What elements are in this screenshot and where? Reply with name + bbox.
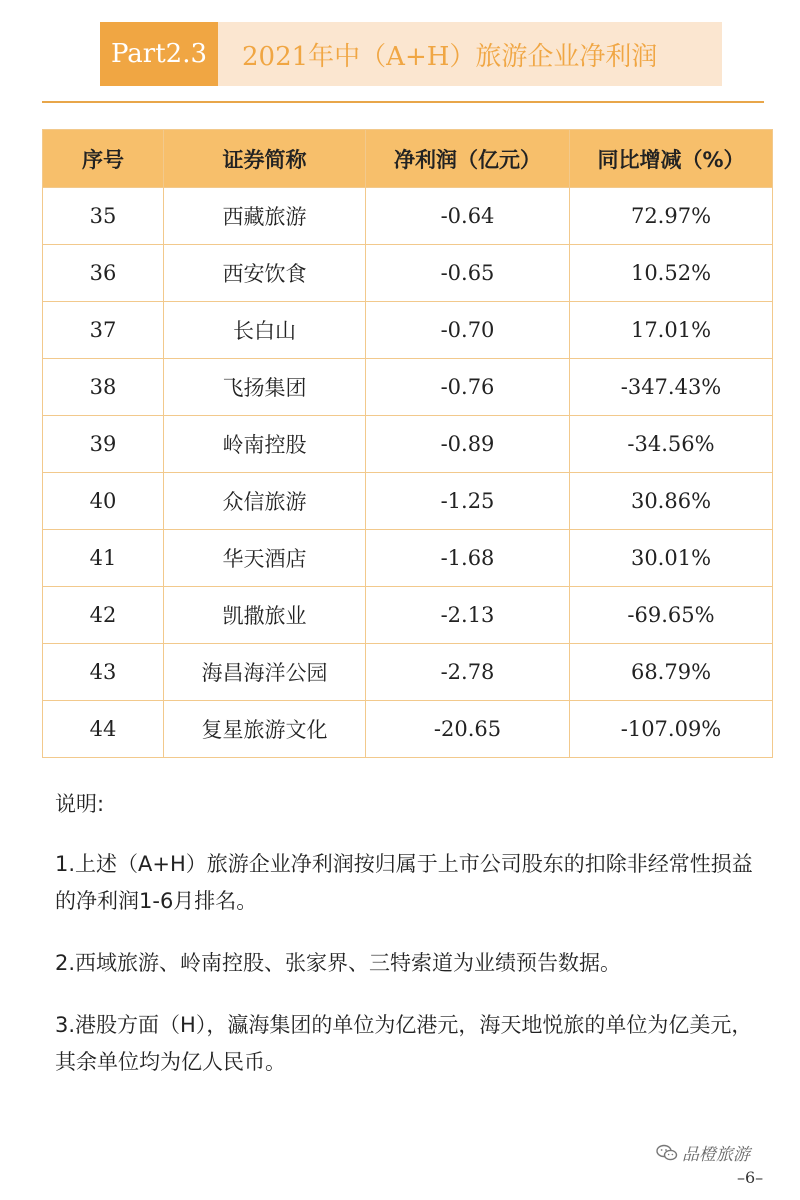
rank-cell: 35 [43,188,164,245]
table-row [43,302,773,359]
rank-cell: 43 [43,644,164,701]
rank-cell: 38 [43,359,164,416]
net-profit-cell: -2.13 [366,587,570,644]
yoy-change-cell: 30.86% [570,473,773,530]
net-profit-cell: -1.68 [366,530,570,587]
yoy-change-cell: -347.43% [570,359,773,416]
table-header-row [43,130,773,188]
note-item: 1.上述（A+H）旅游企业净利润按归属于上市公司股东的扣除非经常性损益的净利润1-6月排名。 [55,852,753,913]
net-profit-cell: -1.25 [366,473,570,530]
rank-cell: 40 [43,473,164,530]
notes-section [55,786,767,1106]
net-profit-cell: -0.89 [366,416,570,473]
net-profit-cell: -2.78 [366,644,570,701]
yoy-change-cell: 72.97% [570,188,773,245]
column-header-net-profit: 净利润（亿元） [366,130,570,188]
note-item: 3.港股方面（H），瀛海集团的单位为亿港元，海天地悦旅的单位为亿美元，其余单位均为亿人民币。 [55,1013,753,1074]
security-name-cell: 凯撒旅业 [164,587,366,644]
rank-cell: 39 [43,416,164,473]
yoy-change-cell: -107.09% [570,701,773,758]
table-row [43,644,773,701]
yoy-change-cell: 68.79% [570,644,773,701]
security-name-cell: 西藏旅游 [164,188,366,245]
security-name-cell: 长白山 [164,302,366,359]
page-number: –6– [737,1168,764,1187]
yoy-change-cell: 17.01% [570,302,773,359]
page-title: 2021年中（A+H）旅游企业净利润 [242,41,658,72]
table-row [43,473,773,530]
wechat-icon [656,1144,678,1162]
part-label: Part2.3 [100,22,218,86]
security-name-cell: 海昌海洋公园 [164,644,366,701]
net-profit-table [42,129,773,758]
column-header-yoy-change: 同比增减（%） [570,130,773,188]
header-banner [100,22,722,86]
net-profit-cell: -0.64 [366,188,570,245]
rank-cell: 37 [43,302,164,359]
table-row [43,416,773,473]
column-header-security-name: 证券简称 [164,130,366,188]
yoy-change-cell: -34.56% [570,416,773,473]
footer-logo-text: 品橙旅游 [682,1145,750,1165]
yoy-change-cell: 10.52% [570,245,773,302]
net-profit-cell: -0.70 [366,302,570,359]
table-row [43,359,773,416]
net-profit-cell: -0.76 [366,359,570,416]
rank-cell: 36 [43,245,164,302]
security-name-cell: 西安饮食 [164,245,366,302]
table-row [43,188,773,245]
rank-cell: 42 [43,587,164,644]
security-name-cell: 众信旅游 [164,473,366,530]
net-profit-cell: -0.65 [366,245,570,302]
column-header-rank: 序号 [43,130,164,188]
yoy-change-cell: 30.01% [570,530,773,587]
table-row [43,530,773,587]
footer-logo [656,1140,750,1165]
yoy-change-cell: -69.65% [570,587,773,644]
security-name-cell: 飞扬集团 [164,359,366,416]
security-name-cell: 复星旅游文化 [164,701,366,758]
note-item: 2.西域旅游、岭南控股、张家界、三特索道为业绩预告数据。 [55,951,622,975]
table-row [43,701,773,758]
security-name-cell: 华天酒店 [164,530,366,587]
notes-heading: 说明: [55,792,105,816]
rank-cell: 41 [43,530,164,587]
net-profit-cell: -20.65 [366,701,570,758]
header-divider [42,101,764,103]
table-row [43,245,773,302]
rank-cell: 44 [43,701,164,758]
security-name-cell: 岭南控股 [164,416,366,473]
table-row [43,587,773,644]
